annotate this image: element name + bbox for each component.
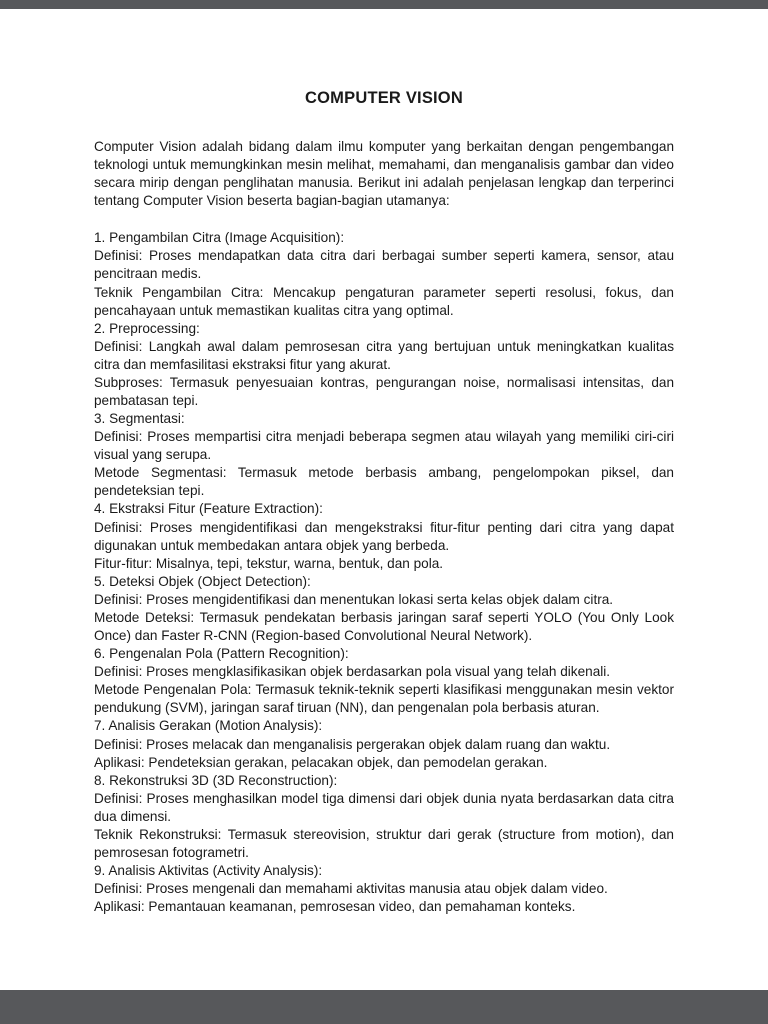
document-line: 3. Segmentasi:: [94, 411, 185, 427]
document-line: Metode Segmentasi: Termasuk metode berbasis ambang, pengelompokan piksel, dan pendeteksian tepi.: [94, 465, 674, 499]
document-line: Definisi: Proses mengenali dan memahami aktivitas manusia atau objek dalam video.: [94, 881, 608, 897]
document-line: Teknik Pengambilan Citra: Mencakup pengaturan parameter seperti resolusi, fokus, dan pencahayaan untuk memastikan kualitas citra yang optimal.: [94, 284, 674, 318]
document-line: Definisi: Proses mengidentifikasi dan mengekstraksi fitur-fitur penting dari citra yang dapat digunakan untuk membedakan antara objek yang berbeda.: [94, 519, 674, 553]
viewer-bottom-bar: [0, 990, 768, 1024]
document-line: Definisi: Proses menghasilkan model tiga dimensi dari objek dunia nyata berdasarkan data citra dua dimensi.: [94, 790, 674, 824]
document-line: Definisi: Proses mengidentifikasi dan menentukan lokasi serta kelas objek dalam citra.: [94, 591, 614, 607]
document-body: [94, 229, 674, 916]
document-line: 2. Preprocessing:: [94, 320, 200, 336]
document-line: Definisi: Proses mendapatkan data citra dari berbagai sumber seperti kamera, sensor, atau pencitraan medis.: [94, 248, 674, 282]
document-line: Metode Pengenalan Pola: Termasuk teknik-teknik seperti klasifikasi menggunakan mesin vektor pendukung (SVM), jaringan saraf tiruan (NN), dan pengenalan pola berbasis aturan.: [94, 682, 674, 716]
document-line: 6. Pengenalan Pola (Pattern Recognition):: [94, 646, 349, 662]
document-line: Aplikasi: Pemantauan keamanan, pemrosesan video, dan pemahaman konteks.: [94, 899, 576, 915]
document-line: 1. Pengambilan Citra (Image Acquisition):: [94, 230, 345, 246]
document-page: [0, 9, 768, 990]
document-line: Metode Deteksi: Termasuk pendekatan berbasis jaringan saraf seperti YOLO (You Only Look Once) dan Faster R-CNN (Region-based Convolutional Neural Network).: [94, 609, 674, 644]
document-title: COMPUTER VISION: [305, 89, 463, 107]
viewer-top-bar: [0, 0, 768, 9]
document-line: 8. Rekonstruksi 3D (3D Reconstruction):: [94, 772, 338, 788]
document-line: Definisi: Proses mempartisi citra menjadi beberapa segmen atau wilayah yang memiliki ciri-ciri visual yang serupa.: [94, 429, 674, 463]
document-line: Aplikasi: Pendeteksian gerakan, pelacakan objek, dan pemodelan gerakan.: [94, 754, 548, 770]
document-line: Teknik Rekonstruksi: Termasuk stereovision, struktur dari gerak (structure from motion), dan pemrosesan fotogrametri.: [94, 826, 674, 860]
document-line: Definisi: Langkah awal dalam pemrosesan citra yang bertujuan untuk meningkatkan kualitas citra dan memfasilitasi ekstraksi fitur yang akurat.: [94, 338, 674, 372]
document-line: Fitur-fitur: Misalnya, tepi, tekstur, warna, bentuk, dan pola.: [94, 555, 444, 571]
document-line: Definisi: Proses melacak dan menganalisis pergerakan objek dalam ruang dan waktu.: [94, 736, 611, 752]
intro-paragraph: Computer Vision adalah bidang dalam ilmu komputer yang berkaitan dengan pengembangan teknologi untuk memungkinkan mesin melihat, memahami, dan menganalisis gambar dan video secara mirip dengan penglihatan manusia. Berikut ini adalah penjelasan lengkap dan terperinci tentang Computer Vision beserta bagian-bagian utamanya:: [94, 139, 674, 209]
document-line: Subproses: Termasuk penyesuaian kontras, pengurangan noise, normalisasi intensitas, dan pembatasan tepi.: [94, 374, 674, 409]
document-line: Definisi: Proses mengklasifikasikan objek berdasarkan pola visual yang telah dikenali.: [94, 664, 611, 680]
document-line: 5. Deteksi Objek (Object Detection):: [94, 573, 311, 589]
document-line: 4. Ekstraksi Fitur (Feature Extraction):: [94, 501, 323, 517]
document-line: 7. Analisis Gerakan (Motion Analysis):: [94, 718, 323, 734]
document-line: 9. Analisis Aktivitas (Activity Analysis):: [94, 863, 323, 879]
